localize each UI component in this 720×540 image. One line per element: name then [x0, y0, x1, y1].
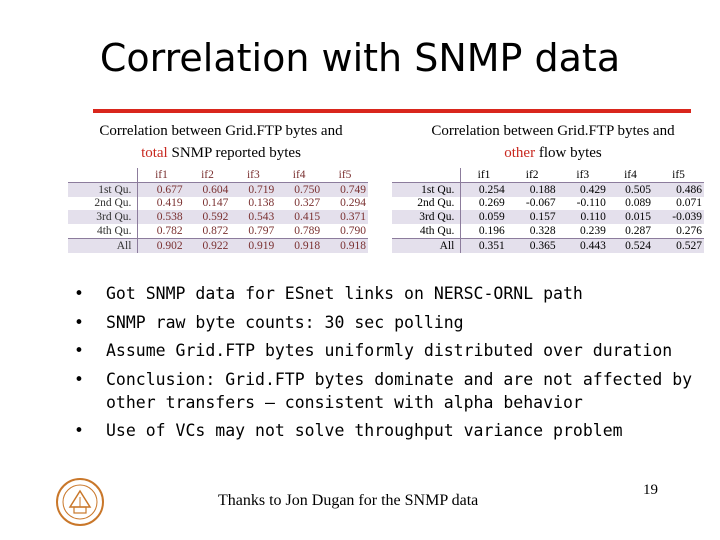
table-cell: 0.419	[156, 197, 183, 210]
left-caption-rest: SNMP reported bytes	[167, 145, 301, 161]
bullet-dot-icon: •	[74, 341, 84, 360]
bullet-dot-icon: •	[74, 284, 84, 303]
table-cell: 0.294	[340, 197, 366, 210]
bullet-dot-icon: •	[74, 312, 84, 332]
table-cell: 0.328	[529, 225, 556, 238]
table-row	[68, 210, 368, 224]
acknowledgement-footer: Thanks to Jon Dugan for the SNMP data	[218, 492, 479, 509]
column-header: if3	[230, 168, 276, 182]
table-cell: 0.538	[138, 210, 185, 224]
table-cell: 0.157	[507, 210, 558, 224]
table-cell: 0.918	[276, 238, 322, 252]
column-header: if3	[558, 168, 608, 182]
table-cell: 0.604	[185, 182, 231, 196]
table-cell: 0.677	[138, 182, 185, 196]
table-cell: 0.110	[558, 210, 608, 224]
table-cell: 0.918	[322, 238, 368, 252]
table-cell: 0.365	[507, 238, 558, 252]
bullet-text: SNMP raw byte counts: 30 sec polling	[106, 312, 464, 332]
table-row	[68, 197, 368, 211]
right-caption-line1: Correlation between Grid.FTP bytes and	[431, 123, 675, 139]
table-row	[392, 224, 704, 238]
table-cell: 0.371	[322, 210, 368, 224]
table-cell: 0.872	[202, 225, 229, 238]
table-row	[68, 238, 368, 252]
table-cell: 0.790	[340, 225, 366, 238]
right-caption-line2	[398, 142, 708, 164]
table-cell: 0.015	[608, 210, 653, 224]
table-cell: 0.327	[294, 197, 321, 210]
table-row	[392, 238, 704, 252]
table-cell: -0.110	[576, 197, 606, 210]
table-cell: 0.592	[185, 210, 231, 224]
table-cell: 0.750	[276, 182, 322, 196]
table-cell: 0.089	[625, 197, 652, 210]
table-cell: 0.919	[230, 238, 276, 252]
column-header: if2	[185, 168, 231, 182]
bullet-dot-icon: •	[74, 421, 84, 440]
table-cell: 0.059	[461, 210, 507, 224]
table-cell: 0.443	[558, 238, 608, 252]
table-cell: 0.287	[625, 225, 652, 238]
row-label: 4th Qu.	[68, 224, 138, 238]
table-cell: 0.071	[676, 197, 702, 210]
page-number: 19	[643, 482, 658, 498]
table-cell: 0.797	[248, 225, 275, 238]
table-cell: 0.239	[580, 225, 606, 238]
table-cell: 0.749	[322, 182, 368, 196]
right-caption-rest: flow bytes	[535, 145, 602, 161]
row-label: 3rd Qu.	[392, 210, 461, 224]
right-correlation-table	[392, 168, 704, 253]
left-caption-line2	[62, 142, 380, 164]
table-cell: 0.486	[653, 182, 704, 196]
column-header: if5	[653, 168, 704, 182]
row-label: 2nd Qu.	[68, 197, 138, 211]
column-header: if5	[322, 168, 368, 182]
bullet-item	[74, 339, 714, 362]
column-header	[392, 168, 461, 182]
title-underline	[93, 109, 691, 113]
table-row	[392, 182, 704, 196]
table-cell: -0.039	[653, 210, 704, 224]
table-cell: 0.188	[507, 182, 558, 196]
table-header-row	[68, 168, 368, 182]
table-cell: 0.719	[230, 182, 276, 196]
bullet-item	[74, 282, 714, 305]
table-cell: 0.415	[276, 210, 322, 224]
table-cell: 0.254	[461, 182, 507, 196]
table-row	[68, 224, 368, 238]
table-cell: 0.276	[676, 225, 702, 238]
right-table-caption	[398, 120, 708, 164]
left-correlation-table	[68, 168, 368, 253]
table-cell: 0.138	[248, 197, 275, 210]
table-cell: 0.527	[653, 238, 704, 252]
row-label: 2nd Qu.	[392, 197, 461, 211]
bullet-text: Use of VCs may not solve throughput variance problem	[106, 421, 623, 440]
row-label: 1st Qu.	[392, 182, 461, 196]
column-header: if4	[276, 168, 322, 182]
column-header: if1	[138, 168, 185, 182]
table-row	[392, 197, 704, 211]
table-cell: 0.782	[156, 225, 183, 238]
table-cell: 0.429	[558, 182, 608, 196]
right-caption-highlight: other	[504, 145, 536, 161]
column-header: if1	[461, 168, 507, 182]
row-label: 1st Qu.	[68, 182, 138, 196]
bullet-dot-icon: •	[74, 369, 84, 389]
page-title: Correlation with SNMP data	[99, 36, 621, 80]
table-cell: 0.505	[608, 182, 653, 196]
table-cell: 0.524	[608, 238, 653, 252]
university-seal-icon	[55, 477, 105, 527]
table-cell: 0.789	[294, 225, 321, 238]
column-header	[68, 168, 138, 182]
table-cell: 0.269	[478, 197, 505, 210]
bullet-text: Assume Grid.FTP bytes uniformly distributed over duration	[106, 341, 673, 360]
table-row	[392, 210, 704, 224]
left-table-caption	[62, 120, 380, 164]
left-caption-highlight: total	[141, 145, 168, 161]
row-label: 4th Qu.	[392, 224, 461, 238]
table-cell: 0.922	[185, 238, 231, 252]
bullet-item	[74, 419, 714, 442]
table-cell: 0.147	[202, 197, 229, 210]
left-caption-line1: Correlation between Grid.FTP bytes and	[99, 123, 343, 139]
table-cell: 0.196	[478, 225, 505, 238]
table-cell: 0.351	[461, 238, 507, 252]
row-label: All	[68, 238, 138, 252]
column-header: if2	[507, 168, 558, 182]
row-label: All	[392, 238, 461, 252]
bullet-item	[74, 311, 714, 334]
bullet-text: Got SNMP data for ESnet links on NERSC-ORNL path	[106, 284, 583, 303]
column-header: if4	[608, 168, 653, 182]
table-cell: -0.067	[525, 197, 556, 210]
row-label: 3rd Qu.	[68, 210, 138, 224]
bullet-text: Conclusion: Grid.FTP bytes dominate and are not affected by other transfers – consistent with alpha behavior	[106, 369, 693, 412]
table-header-row	[392, 168, 704, 182]
table-cell: 0.902	[138, 238, 185, 252]
bullet-list	[74, 282, 714, 448]
table-cell: 0.543	[230, 210, 276, 224]
bullet-item	[74, 368, 714, 414]
table-row	[68, 182, 368, 196]
